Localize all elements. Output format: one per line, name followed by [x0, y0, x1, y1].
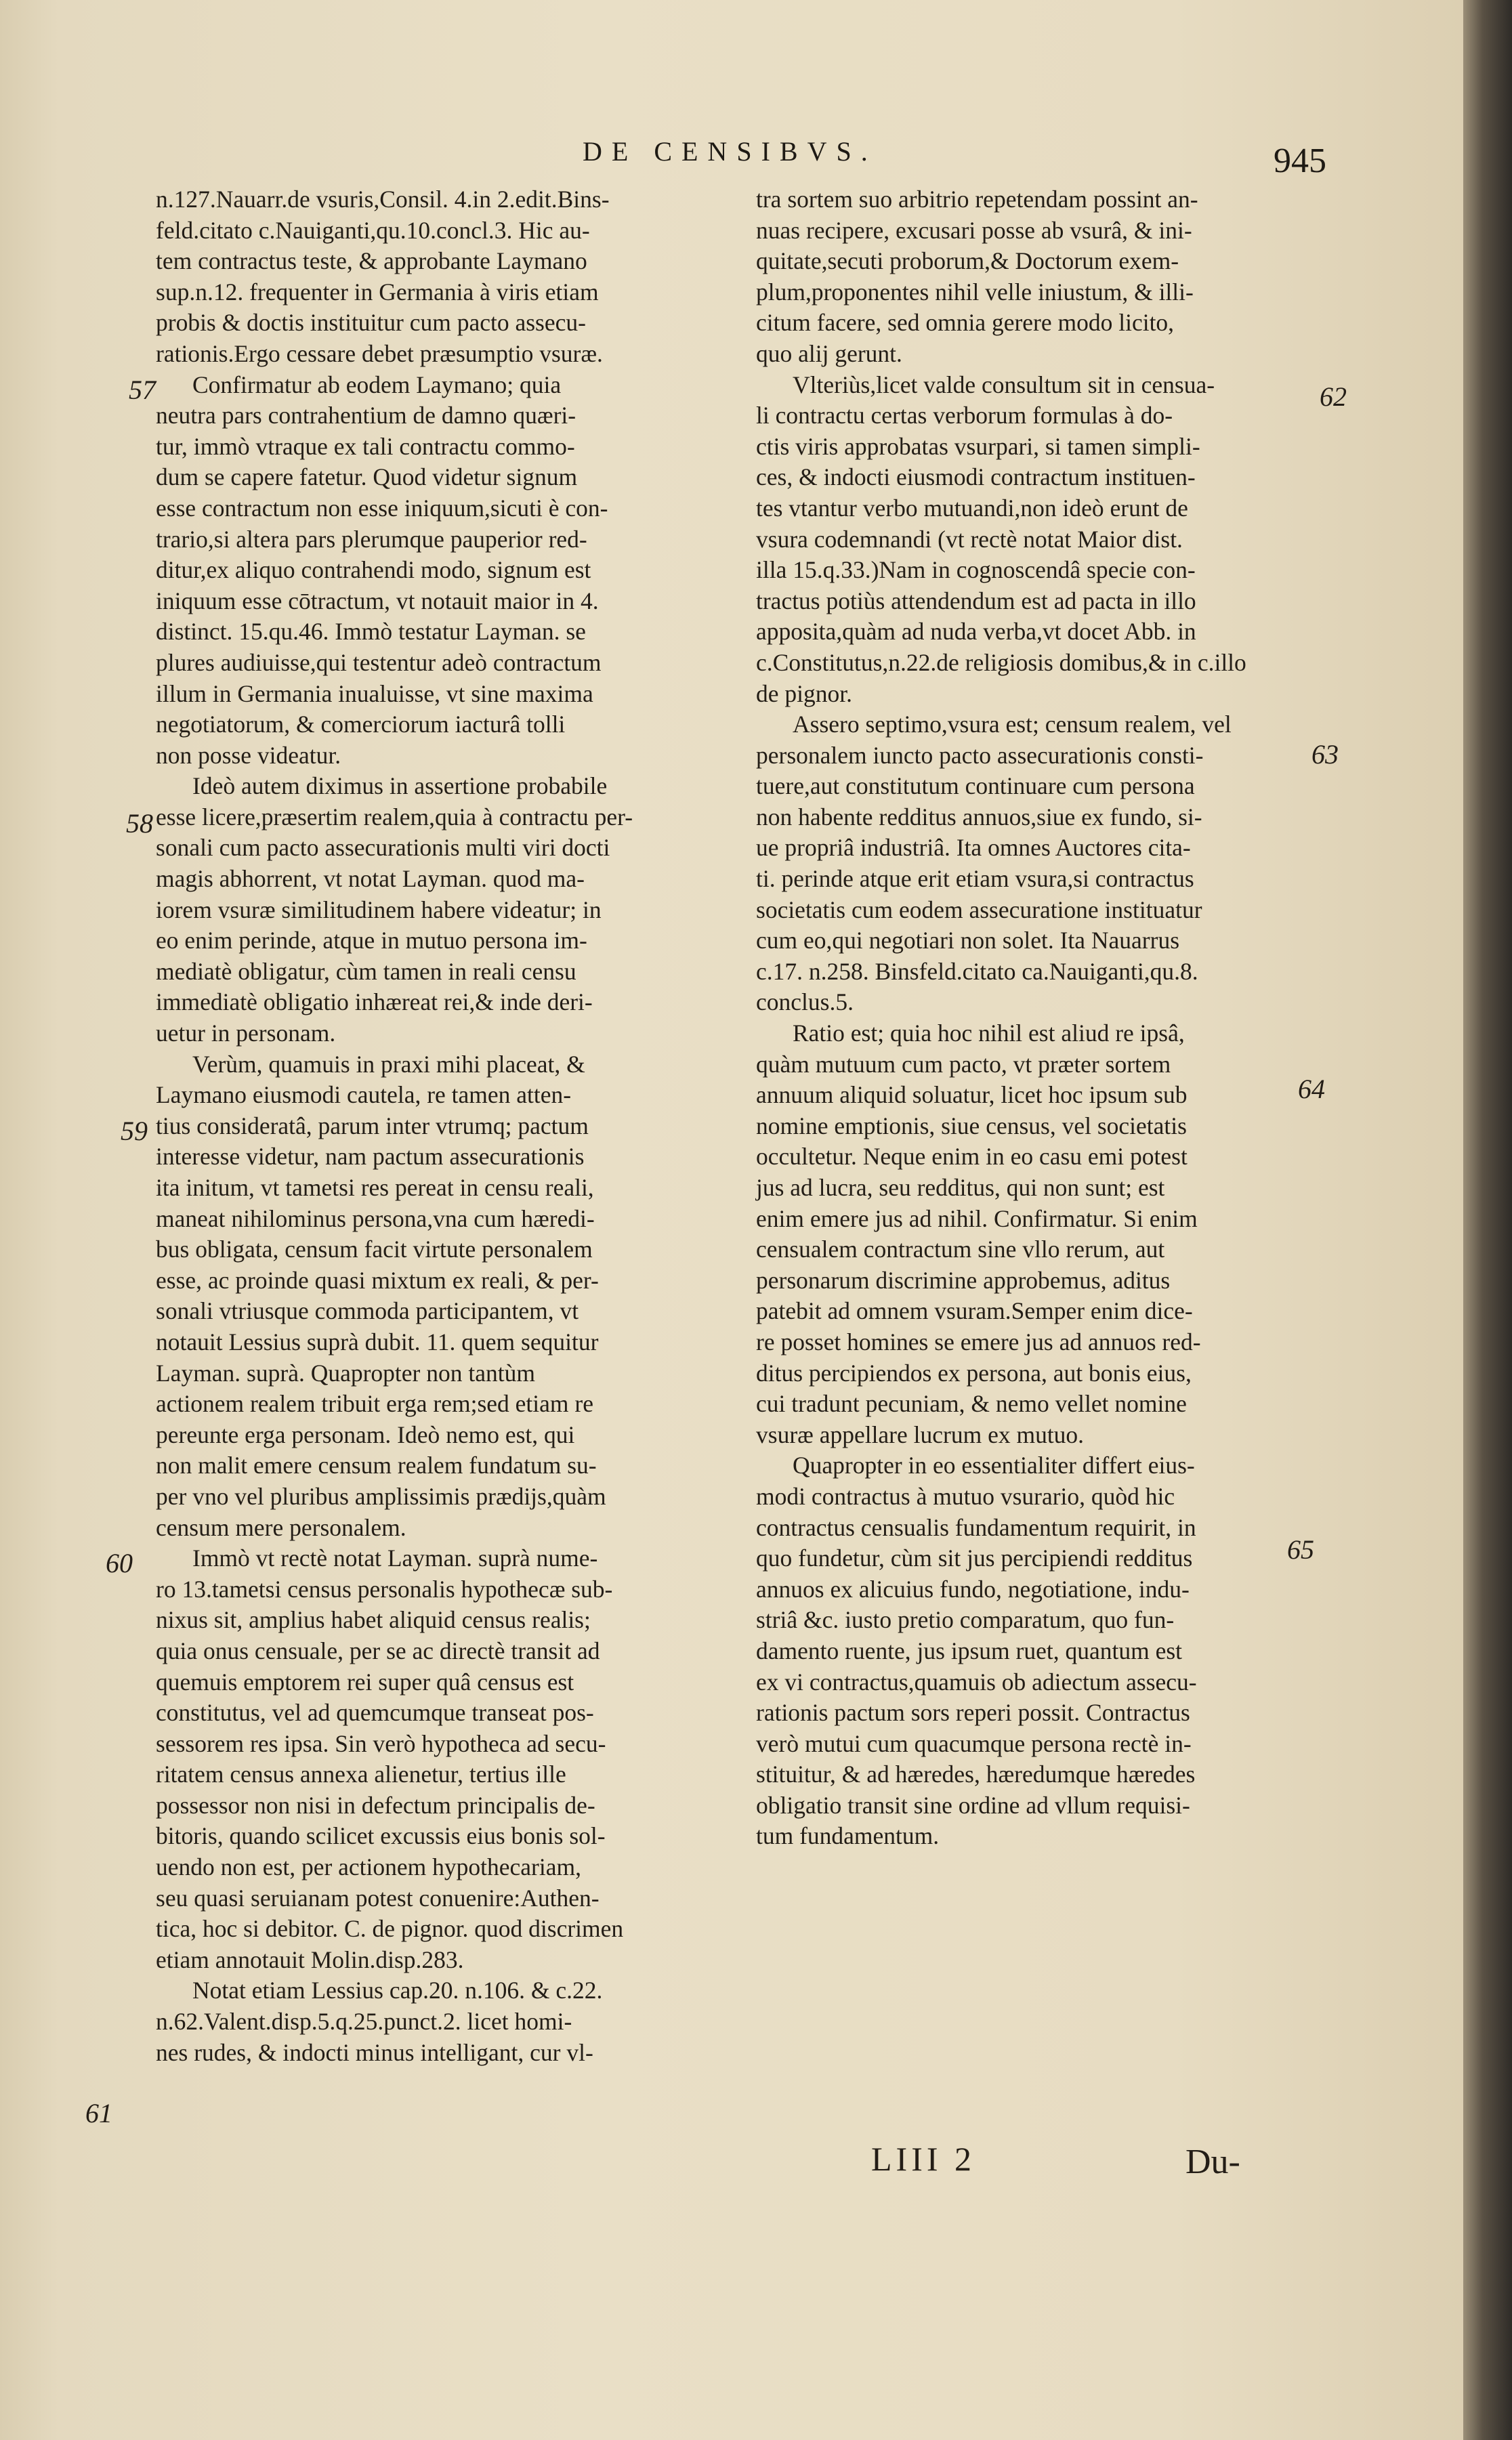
text-line: sup.n.12. frequenter in Germania à viris etiam [156, 278, 599, 306]
text-line: ditur,ex aliquo contrahendi modo, signum est [156, 556, 591, 584]
text-line: interesse videtur, nam pactum assecurationis [156, 1143, 585, 1171]
text-line: vsuræ appellare lucrum ex mutuo. [756, 1421, 1085, 1448]
text-line: esse contractum non esse iniquum,sicuti è con- [156, 494, 608, 522]
text-line: li contractu certas verborum formulas à do- [756, 402, 1173, 429]
text-line: constitutus, vel ad quemcumque transeat pos- [156, 1699, 594, 1727]
text-line: rationis.Ergo cessare debet præsumptio vsuræ. [156, 339, 603, 367]
text-line: eo enim perinde, atque in mutuo persona im- [156, 927, 587, 954]
margin-number-60: 60 [106, 1548, 133, 1578]
text-line: cum eo,qui negotiari non solet. Ita Nauarrus [756, 927, 1180, 954]
text-line: ces, & indocti eiusmodi contractum instituen- [756, 463, 1196, 491]
text-line: nes rudes, & indocti minus intelligant, cur vl- [156, 2038, 593, 2066]
running-title: DE CENSIBVS. [583, 136, 877, 167]
text-line: occultetur. Neque enim in eo casu emi potest [756, 1143, 1188, 1171]
text-line: quemuis emptorem rei super quâ census est [156, 1668, 574, 1696]
margin-number-63: 63 [1311, 739, 1339, 770]
text-line: modi contractus à mutuo vsurario, quòd hic [756, 1482, 1175, 1510]
text-line: dum se capere fatetur. Quod videtur signum [156, 463, 578, 491]
text-line: tur, immò vtraque ex tali contractu commo- [156, 432, 575, 460]
text-line: iorem vsuræ similitudinem habere videatur; in [156, 896, 602, 923]
text-line: ctis viris approbatas vsurpari, si tamen simpli- [756, 432, 1200, 460]
text-line: censualem contractum sine vllo rerum, aut [756, 1236, 1165, 1263]
text-line: rationis pactum sors reperi possit. Contractus [756, 1699, 1190, 1727]
text-line: Verùm, quamuis in praxi mihi placeat, & [192, 1050, 585, 1078]
text-line: annuos ex alicuius fundo, negotiatione, indu- [756, 1575, 1190, 1603]
text-line: uendo non est, per actionem hypothecariam, [156, 1853, 581, 1881]
text-line: c.17. n.258. Binsfeld.citato ca.Nauiganti,qu.8. [756, 957, 1198, 985]
margin-number-64: 64 [1298, 1074, 1325, 1104]
text-line: apposita,quàm ad nuda verba,vt docet Abb. in [756, 618, 1196, 646]
text-line: citum facere, sed omnia gerere modo licito, [756, 309, 1175, 337]
text-line: nomine emptionis, siue census, vel societatis [756, 1112, 1187, 1139]
text-line: mediatè obligatur, cùm tamen in reali censu [156, 957, 576, 985]
text-line: sonali cum pacto assecurationis multi viri docti [156, 834, 610, 862]
text-line: ita initum, vt tametsi res pereat in censu reali, [156, 1174, 594, 1201]
text-line: personarum discrimine approbemus, aditus [756, 1266, 1171, 1294]
text-line: seu quasi seruianam potest conuenire:Authen- [156, 1884, 600, 1912]
text-line: esse, ac proinde quasi mixtum ex reali, & per- [156, 1266, 599, 1294]
margin-number-62: 62 [1320, 381, 1347, 412]
text-line: obligatio transit sine ordine ad vllum requisi- [756, 1791, 1190, 1819]
text-line: Notat etiam Lessius cap.20. n.106. & c.22. [192, 1977, 603, 2004]
text-line: magis abhorrent, vt notat Layman. quod ma- [156, 865, 585, 893]
text-line: actionem realem tribuit erga rem;sed etiam re [156, 1390, 593, 1418]
text-line: ex vi contractus,quamuis ob adiectum assecu- [756, 1668, 1197, 1696]
text-line: contractus censualis fundamentum requirit, in [756, 1513, 1196, 1541]
text-line: tius consideratâ, parum inter vtrumq; pactum [156, 1112, 589, 1139]
page-number: 945 [1274, 142, 1326, 180]
text-line: personalem iuncto pacto assecurationis consti- [756, 741, 1204, 769]
text-line: neutra pars contrahentium de damno quæri- [156, 402, 576, 429]
text-line: tuere,aut constitutum continuare cum persona [756, 772, 1195, 800]
text-line: enim emere jus ad nihil. Confirmatur. Si enim [756, 1204, 1198, 1232]
text-line: immediatè obligatio inhæreat rei,& inde deri- [156, 988, 593, 1016]
text-line: etiam annotauit Molin.disp.283. [156, 1945, 464, 1973]
text-line: tes vtantur verbo mutuandi,non ideò erunt de [756, 494, 1188, 522]
text-line: cui tradunt pecuniam, & nemo vellet nomine [756, 1390, 1187, 1418]
text-line: Ratio est; quia hoc nihil est aliud re ipsâ, [793, 1019, 1185, 1047]
text-line: notauit Lessius suprà dubit. 11. quem sequitur [156, 1328, 599, 1355]
margin-number-57: 57 [129, 375, 156, 405]
text-line: tum fundamentum. [756, 1822, 940, 1850]
text-line: Vlteriùs,licet valde consultum sit in censua- [793, 371, 1215, 398]
text-line: ti. perinde atque erit etiam vsura,si contractus [756, 865, 1194, 893]
text-line: Quapropter in eo essentialiter differt eius- [793, 1452, 1195, 1479]
text-line: vsura codemnandi (vt rectè notat Maior dist. [756, 525, 1183, 553]
text-line: probis & doctis instituitur cum pacto assecu- [156, 309, 586, 337]
text-line: Layman. suprà. Quapropter non tantùm [156, 1359, 535, 1387]
left-column [156, 184, 740, 2068]
text-line: tra sortem suo arbitrio repetendam possint an- [756, 186, 1198, 213]
text-line: sonali vtriusque commoda participantem, vt [156, 1297, 579, 1325]
text-line: ritatem census annexa alienetur, tertius ille [156, 1761, 566, 1788]
catchword: Du- [1185, 2143, 1240, 2181]
text-line: stituitur, & ad hæredes, hæredumque hæredes [756, 1761, 1196, 1788]
text-line: tem contractus teste, & approbante Laymano [156, 247, 587, 275]
text-line: negotiatorum, & comerciorum iacturâ tolli [156, 711, 566, 738]
margin-number-61: 61 [85, 2098, 112, 2128]
text-line: c.Constitutus,n.22.de religiosis domibus,& in c.illo [756, 648, 1246, 676]
text-line: patebit ad omnem vsuram.Semper enim dice- [756, 1297, 1193, 1325]
text-line: nuas recipere, excusari posse ab vsurâ, & ini- [756, 216, 1192, 244]
text-line: jus ad lucra, seu redditus, qui non sunt; est [756, 1174, 1165, 1201]
text-line: nixus sit, amplius habet aliquid census realis; [156, 1606, 591, 1634]
text-line: de pignor. [756, 679, 852, 707]
text-line: censum mere personalem. [156, 1513, 406, 1541]
text-line: per vno vel pluribus amplissimis prædijs,quàm [156, 1482, 606, 1510]
text-line: trario,si altera pars plerumque pauperior red- [156, 525, 587, 553]
text-line: n.127.Nauarr.de vsuris,Consil. 4.in 2.edit.Bins- [156, 186, 610, 213]
text-line: tica, hoc si debitor. C. de pignor. quod discrimen [156, 1915, 624, 1943]
text-line: ue propriâ industriâ. Ita omnes Auctores cita- [756, 834, 1191, 862]
text-line: non posse videatur. [156, 741, 341, 769]
text-line: verò mutui cum quacumque persona rectè in- [756, 1729, 1192, 1757]
text-line: Immò vt rectè notat Layman. suprà nume- [192, 1544, 598, 1572]
text-line: uetur in personam. [156, 1019, 336, 1047]
text-line: Assero septimo,vsura est; censum realem, vel [793, 711, 1232, 738]
text-line: conclus.5. [756, 988, 854, 1016]
text-line: quo fundetur, cùm sit jus percipiendi redditus [756, 1544, 1193, 1572]
signature-mark: LIII 2 [871, 2140, 975, 2178]
text-line: damento ruente, jus ipsum ruet, quantum est [756, 1637, 1183, 1664]
text-line: annuum aliquid soluatur, licet hoc ipsum sub [756, 1081, 1188, 1109]
page-edge [1463, 0, 1512, 2440]
text-line: non habente redditus annuos,siue ex fundo, si- [756, 803, 1202, 830]
margin-number-65: 65 [1287, 1534, 1314, 1565]
right-column [756, 184, 1316, 1852]
text-line: sessorem res ipsa. Sin verò hypotheca ad secu- [156, 1729, 606, 1757]
text-line: quo alij gerunt. [756, 339, 902, 367]
text-line: ditus percipiendos ex persona, aut bonis eius, [756, 1359, 1192, 1387]
text-line: distinct. 15.qu.46. Immò testatur Layman. se [156, 618, 586, 646]
margin-number-59: 59 [121, 1116, 148, 1146]
text-line: plures audiuisse,qui testentur adeò contractum [156, 648, 602, 676]
margin-number-58: 58 [126, 808, 153, 839]
text-line: illa 15.q.33.)Nam in cognoscendâ specie con- [756, 556, 1196, 584]
text-line: plum,proponentes nihil velle iniustum, & illi- [756, 278, 1194, 306]
text-line: quitate,secuti proborum,& Doctorum exem- [756, 247, 1179, 275]
text-line: re posset homines se emere jus ad annuos red- [756, 1328, 1201, 1355]
text-line: non malit emere censum realem fundatum su- [156, 1452, 597, 1479]
text-line: Confirmatur ab eodem Laymano; quia [192, 371, 562, 398]
text-line: feld.citato c.Nauiganti,qu.10.concl.3. Hic au- [156, 216, 590, 244]
text-line: possessor non nisi in defectum principalis de- [156, 1791, 595, 1819]
text-line: striâ &c. iusto pretio comparatum, quo fun- [756, 1606, 1175, 1634]
text-line: iniquum esse cōtractum, vt notauit maior in 4. [156, 587, 599, 614]
text-line: n.62.Valent.disp.5.q.25.punct.2. licet homi- [156, 2008, 572, 2036]
text-line: quia onus censuale, per se ac directè transit ad [156, 1637, 600, 1664]
text-line: bitoris, quando scilicet excussis eius bonis sol- [156, 1822, 606, 1850]
text-line: ro 13.tametsi census personalis hypothecæ sub- [156, 1575, 613, 1603]
text-line: bus obligata, censum facit virtute personalem [156, 1236, 593, 1263]
text-line: esse licere,præsertim realem,quia à contractu per- [156, 803, 633, 830]
text-line: societatis cum eodem assecuratione instituatur [756, 896, 1202, 923]
text-line: quàm mutuum cum pacto, vt præter sortem [756, 1050, 1171, 1078]
text-line: pereunte erga personam. Ideò nemo est, qui [156, 1421, 575, 1448]
text-line: illum in Germania inualuisse, vt sine maxima [156, 679, 593, 707]
text-line: Ideò autem diximus in assertione probabile [192, 772, 608, 800]
text-line: Laymano eiusmodi cautela, re tamen atten- [156, 1081, 572, 1109]
text-line: tractus potiùs attendendum est ad pacta in illo [756, 587, 1196, 614]
text-line: maneat nihilominus persona,vna cum hæredi- [156, 1204, 595, 1232]
